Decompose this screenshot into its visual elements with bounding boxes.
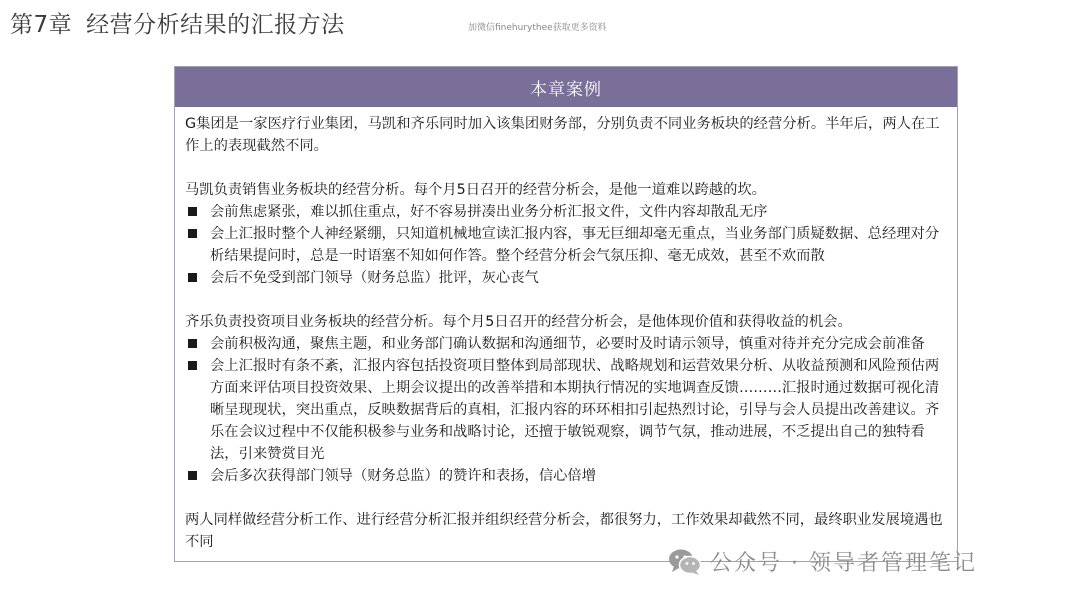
section1-bullets (185, 201, 947, 289)
list-item: 会上汇报时整个人神经紧绷，只知道机械地宣读汇报内容，事无巨细却毫无重点，当业务部门质疑数据、总经理对分析结果提问时，总是一时语塞不知如何作答。整个经营分析会气氛压抑、毫无成效，甚至不欢而散 (185, 223, 947, 267)
watermark (668, 546, 977, 577)
case-panel (174, 66, 958, 562)
square-bullet-icon (188, 361, 197, 370)
list-item: 会后多次获得部门领导（财务总监）的赞许和表扬，信心倍增 (185, 465, 947, 487)
square-bullet-icon (188, 339, 197, 348)
section2-bullets (185, 333, 947, 487)
wechat-icon (668, 548, 702, 576)
chapter-number: 第7章 (10, 12, 73, 38)
list-item: 会上汇报时有条不紊，汇报内容包括投资项目整体到局部现状、战略规划和运营效果分析、从收益预测和风险预估两方面来评估项目投资效果、上期会议提出的改善举措和本期执行情况的实地调查反馈………汇报时通过数据可视化清晰呈现现状，突出重点，反映数据背后的真相，汇报内容的环环相扣引起热烈讨论，引导与会人员提出改善建议。齐乐在会议过程中不仅能积极参与业务和战略讨论，还擅于敏锐观察，调节气氛，推动进展，不乏提出自己的独特看法，引来赞赏目光 (185, 355, 947, 465)
header-notice: 加微信finehurythee获取更多资料 (468, 23, 607, 33)
panel-title: 本章案例 (175, 67, 957, 107)
list-item: 会后不免受到部门领导（财务总监）批评，灰心丧气 (185, 267, 947, 289)
section1-lead: 马凯负责销售业务板块的经营分析。每个月5日召开的经营分析会，是他一道难以跨越的坎。 (185, 182, 766, 198)
conclusion-paragraph: 两人同样做经营分析工作、进行经营分析汇报并组织经营分析会，都很努力，工作效果却截然不同，最终职业发展境遇也不同 (185, 512, 943, 550)
square-bullet-icon (188, 207, 197, 216)
panel-body (175, 107, 957, 553)
square-bullet-icon (188, 273, 197, 282)
watermark-text: 公众号 · 领导者管理笔记 (710, 551, 977, 576)
square-bullet-icon (188, 471, 197, 480)
square-bullet-icon (188, 229, 197, 238)
chapter-name: 经营分析结果的汇报方法 (86, 12, 345, 38)
intro-paragraph: G集团是一家医疗行业集团，马凯和齐乐同时加入该集团财务部，分别负责不同业务板块的经营分析。半年后，两人在工作上的表现截然不同。 (185, 116, 940, 154)
list-item: 会前积极沟通，聚焦主题，和业务部门确认数据和沟通细节，必要时及时请示领导，慎重对待并充分完成会前准备 (185, 333, 947, 355)
chapter-title (10, 6, 345, 39)
section2-lead: 齐乐负责投资项目业务板块的经营分析。每个月5日召开的经营分析会，是他体现价值和获得收益的机会。 (185, 314, 852, 330)
list-item: 会前焦虑紧张，难以抓住重点，好不容易拼凑出业务分析汇报文件，文件内容却散乱无序 (185, 201, 947, 223)
